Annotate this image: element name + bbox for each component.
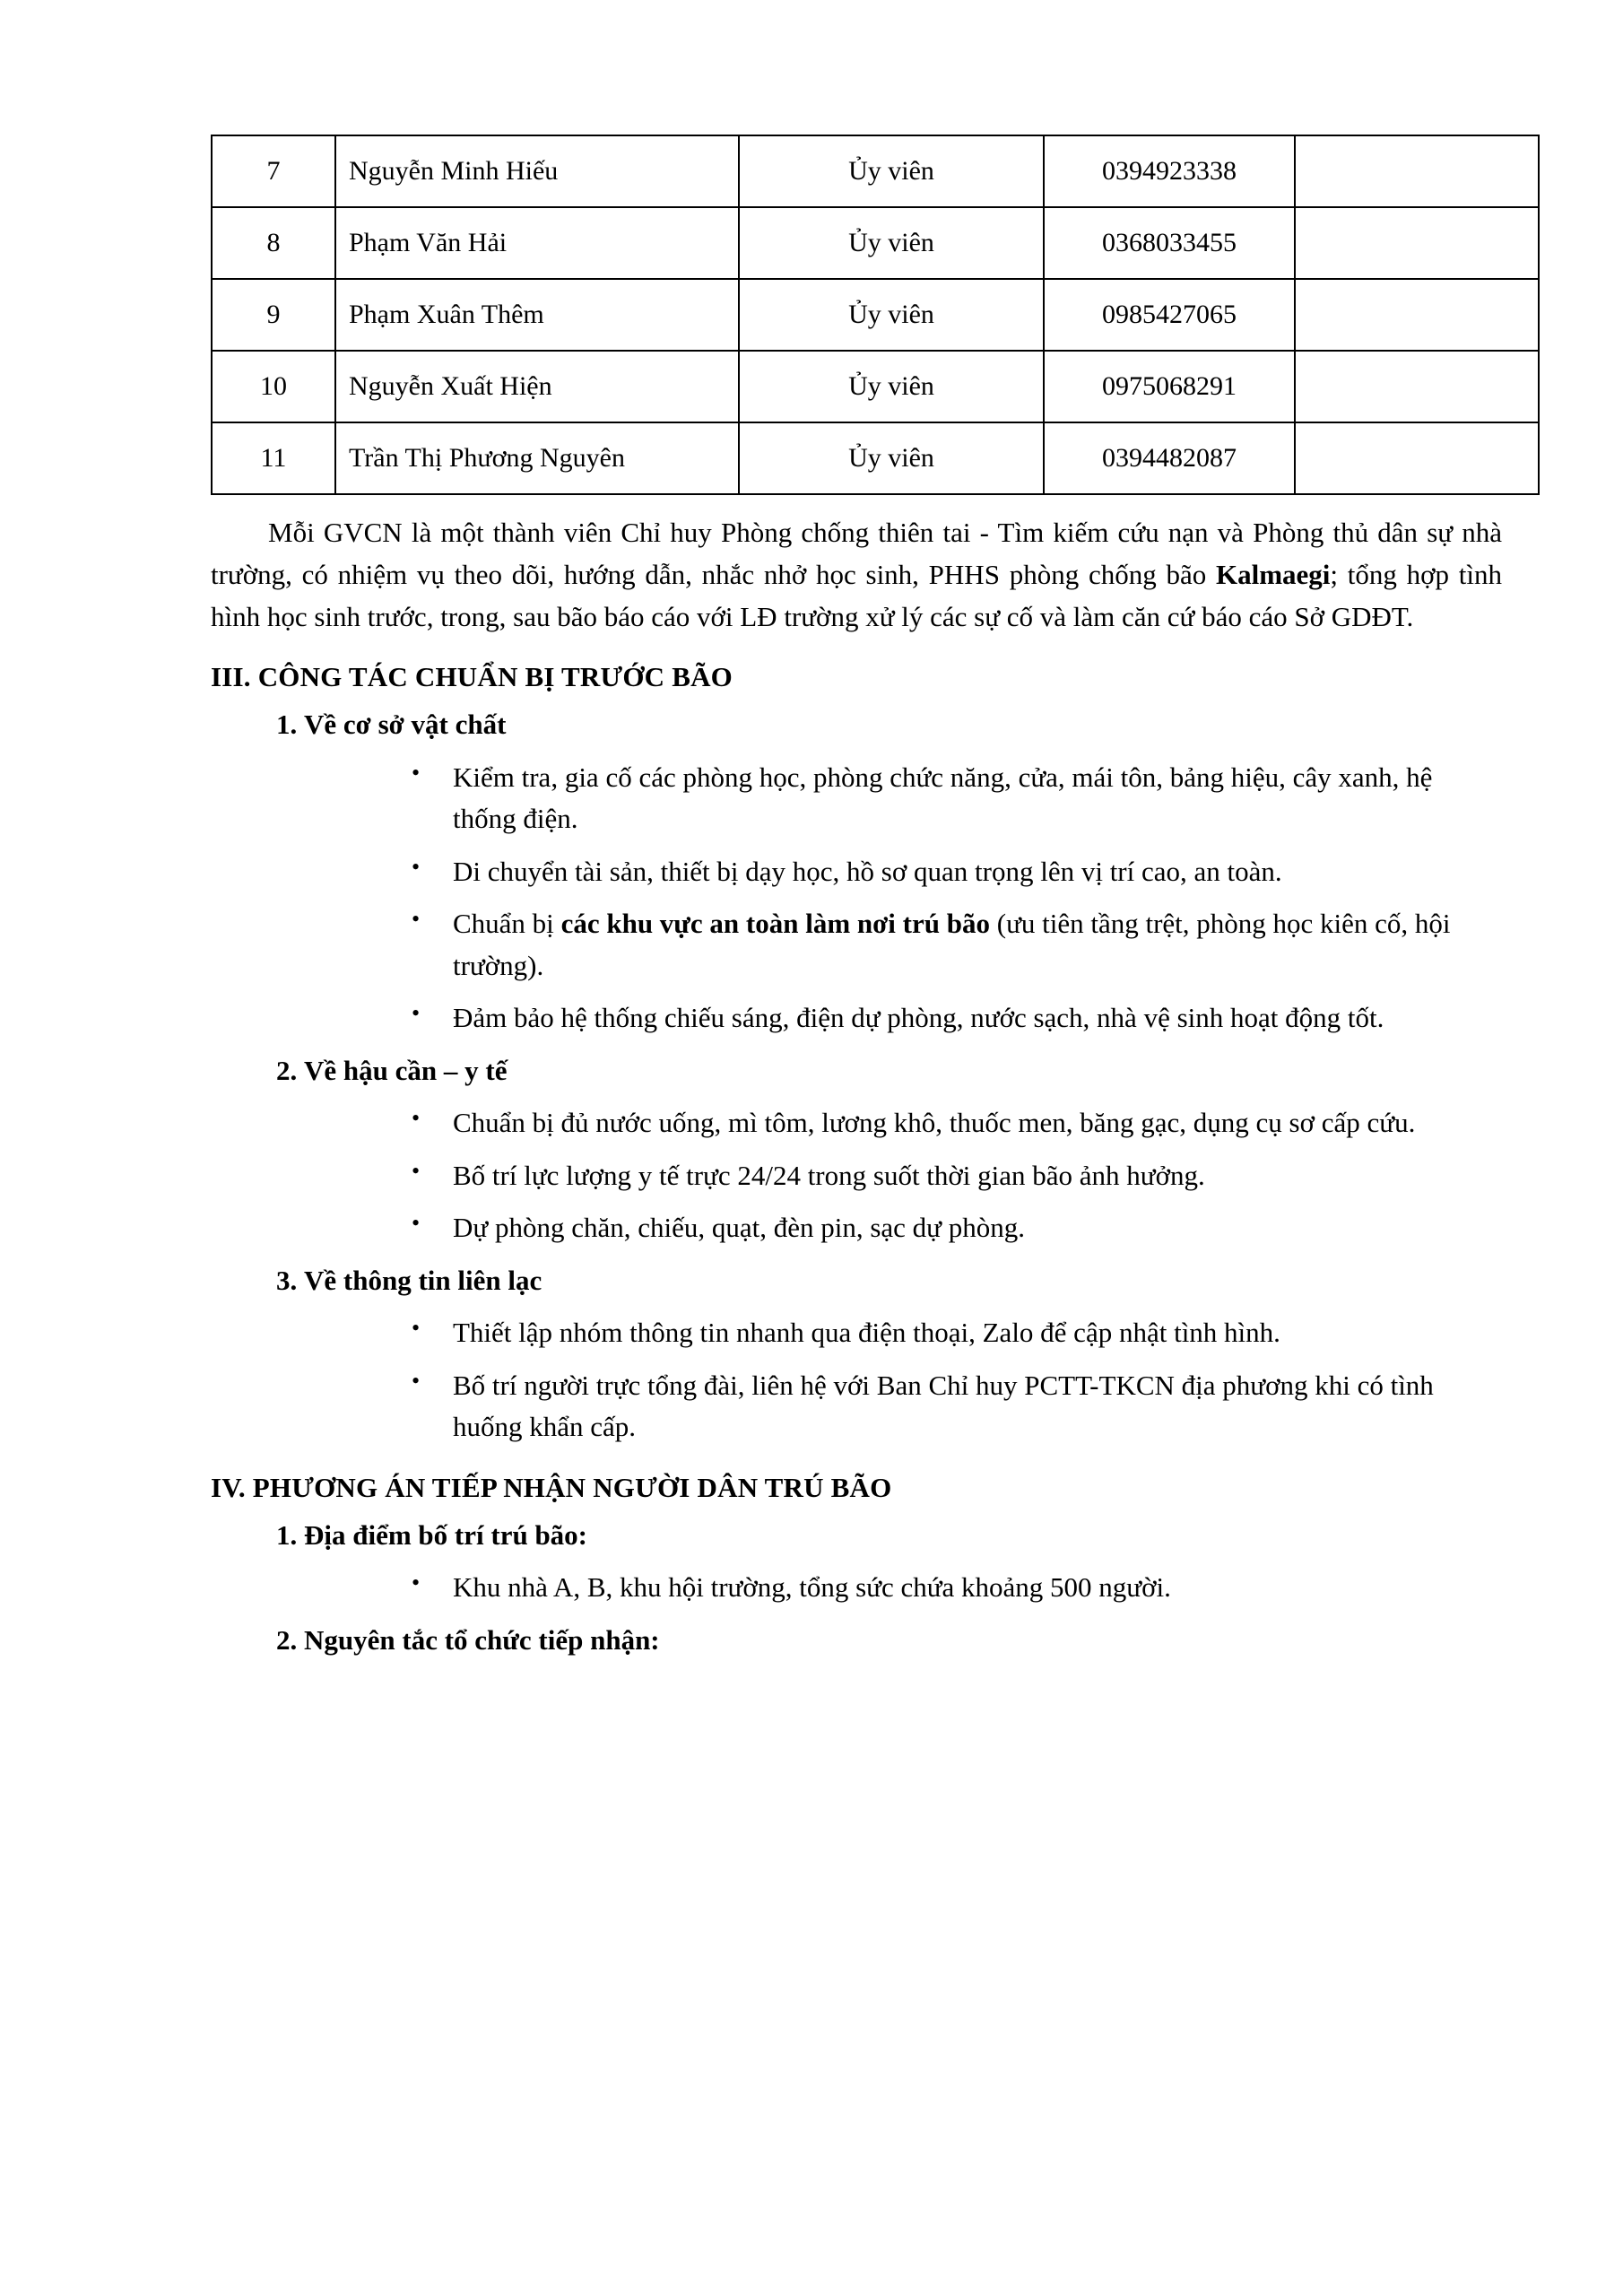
list-item: • Di chuyển tài sản, thiết bị dạy học, hồ sơ quan trọng lên vị trí cao, an toàn. (401, 851, 1502, 893)
table-row (212, 279, 1539, 351)
list-item: • Dự phòng chăn, chiếu, quạt, đèn pin, sạc dự phòng. (401, 1207, 1502, 1249)
row-note (1295, 135, 1539, 207)
section-3-item-2 (304, 1050, 1502, 1249)
paragraph-part-2: ; tổng hợp tình hình học sinh trước, trong, sau bão báo cáo với LĐ trường xử lý các sự cố và làm căn cứ báo cáo Sở GDĐT. (211, 559, 1502, 633)
section-3-item-2-label: Về hậu cần – y tế (304, 1054, 508, 1086)
row-name: Nguyễn Xuất Hiện (335, 351, 739, 422)
section-4-list (211, 1515, 1502, 1662)
bullet-bold: các khu vực an toàn làm nơi trú bão (560, 908, 990, 940)
row-phone: 0985427065 (1044, 279, 1295, 351)
row-name: Phạm Xuân Thêm (335, 279, 739, 351)
section-3-item-3-bullets (304, 1312, 1502, 1448)
row-role: Ủy viên (739, 351, 1044, 422)
row-role: Ủy viên (739, 207, 1044, 279)
row-note (1295, 207, 1539, 279)
row-phone: 0975068291 (1044, 351, 1295, 422)
section-4-item-1-bullets (304, 1567, 1502, 1609)
row-phone: 0394482087 (1044, 422, 1295, 494)
section-4-item-2-label: Nguyên tắc tổ chức tiếp nhận: (304, 1623, 660, 1656)
section-3-list (211, 704, 1502, 1448)
section-3-item-1-label: Về cơ sở vật chất (304, 709, 507, 741)
row-number: 9 (212, 279, 335, 351)
row-number: 10 (212, 351, 335, 422)
row-number: 11 (212, 422, 335, 494)
paragraph-part-1: Mỗi GVCN là một thành viên Chỉ huy Phòng chống thiên tai - Tìm kiếm cứu nạn và Phòng thủ dân sự nhà trường, có nhiệm vụ theo dõi, hướng dẫn, nhắc nhở học sinh, PHHS phòng chống bão (211, 517, 1502, 591)
row-role: Ủy viên (739, 135, 1044, 207)
list-item: • Bố trí người trực tổng đài, liên hệ với Ban Chỉ huy PCTT-TKCN địa phương khi có tình huống khẩn cấp. (401, 1365, 1502, 1448)
row-phone: 0368033455 (1044, 207, 1295, 279)
list-item: • Kiểm tra, gia cố các phòng học, phòng chức năng, cửa, mái tôn, bảng hiệu, cây xanh, hệ thống điện. (401, 757, 1502, 840)
bullet-pre: Chuẩn bị (453, 908, 561, 940)
section-4-item-2 (304, 1620, 1502, 1662)
row-number: 8 (212, 207, 335, 279)
row-role: Ủy viên (739, 279, 1044, 351)
row-name: Phạm Văn Hải (335, 207, 739, 279)
list-item: • Khu nhà A, B, khu hội trường, tổng sức chứa khoảng 500 người. (401, 1567, 1502, 1609)
row-note (1295, 422, 1539, 494)
table-body (212, 135, 1539, 494)
row-note (1295, 279, 1539, 351)
section-3-heading: III. CÔNG TÁC CHUẨN BỊ TRƯỚC BÃO (211, 661, 733, 693)
list-item: • Đảm bảo hệ thống chiếu sáng, điện dự phòng, nước sạch, nhà vệ sinh hoạt động tốt. (401, 997, 1502, 1039)
section-3-item-3 (304, 1260, 1502, 1448)
list-item (401, 903, 1502, 987)
row-name: Nguyễn Minh Hiếu (335, 135, 739, 207)
section-3-item-2-bullets (304, 1102, 1502, 1249)
section-4-item-1 (304, 1515, 1502, 1609)
section-3-item-3-label: Về thông tin liên lạc (304, 1264, 542, 1296)
row-role: Ủy viên (739, 422, 1044, 494)
intro-paragraph (211, 511, 1502, 638)
section-4-item-1-label: Địa điểm bố trí trú bão: (304, 1518, 588, 1551)
row-number: 7 (212, 135, 335, 207)
storm-name: Kalmaegi (1215, 559, 1331, 591)
table-row (212, 135, 1539, 207)
section-3-item-1 (304, 704, 1502, 1039)
section-4-heading: IV. PHƯƠNG ÁN TIẾP NHẬN NGƯỜI DÂN TRÚ BÃO (211, 1471, 892, 1503)
table-row (212, 207, 1539, 279)
list-item: • Chuẩn bị đủ nước uống, mì tôm, lương khô, thuốc men, băng gạc, dụng cụ sơ cấp cứu. (401, 1102, 1502, 1144)
row-phone: 0394923338 (1044, 135, 1295, 207)
row-name: Trần Thị Phương Nguyên (335, 422, 739, 494)
committee-members-table (211, 135, 1540, 495)
table-row (212, 422, 1539, 494)
section-3-item-1-bullets (304, 757, 1502, 1039)
bullet-post: (ưu tiên tầng trệt, phòng học kiên cố, hội trường). (453, 908, 1451, 981)
list-item: • Thiết lập nhóm thông tin nhanh qua điện thoại, Zalo để cập nhật tình hình. (401, 1312, 1502, 1354)
table-row (212, 351, 1539, 422)
list-item: • Bố trí lực lượng y tế trực 24/24 trong suốt thời gian bão ảnh hưởng. (401, 1155, 1502, 1197)
row-note (1295, 351, 1539, 422)
